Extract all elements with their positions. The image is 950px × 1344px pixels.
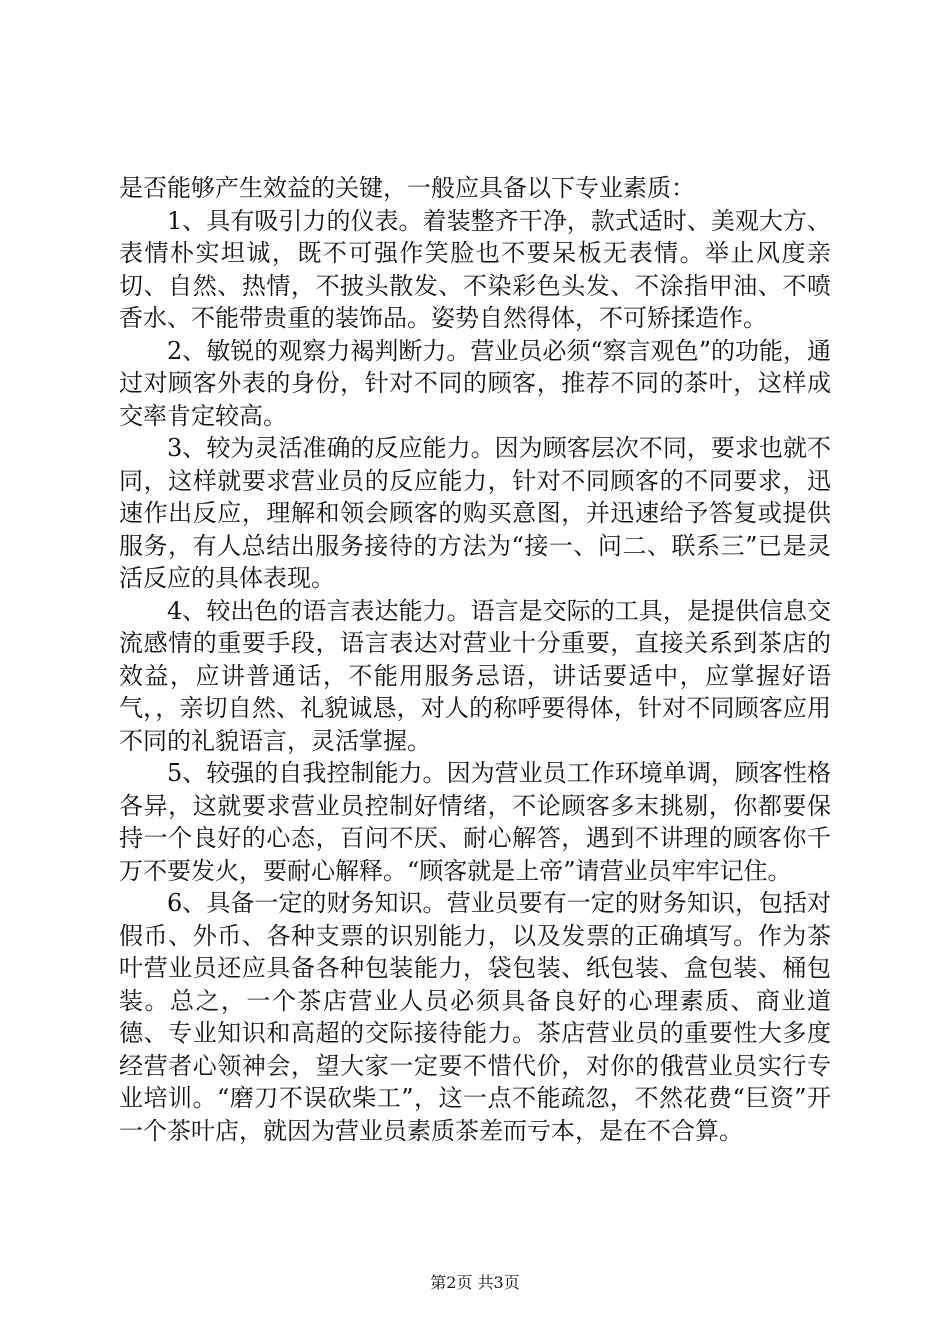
paragraph-intro: 是否能够产生效益的关键，一般应具备以下专业素质：	[119, 174, 695, 202]
paragraph-language: 4、较出色的语言表达能力。语言是交际的工具，是提供信息交流感情的重要手段，语言表达对营业十分重要，直接关系到茶店的效益，应讲普通话，不能用服务忌语，讲话要适中，应掌握好语气，，亲切自然、礼貌诚恳，对人的称呼要得体，针对不同顾客应用不同的礼貌语言，灵活掌握。	[119, 596, 831, 755]
page-number: 第2页 共3页	[430, 1273, 520, 1292]
paragraph-finance: 6、具备一定的财务知识。营业员要有一定的财务知识，包括对假币、外币、各种支票的识别能力，以及发票的正确填写。作为茶叶营业员还应具备各种包装能力，袋包装、纸包装、盒包装、桶包装。总之，一个茶店营业人员必须具备良好的心理素质、商业道德、专业知识和高超的交际接待能力。茶店营业员的重要性大多度经营者心领神会，望大家一定要不惜代价，对你的俄营业员实行专业培训。“磨刀不误砍柴工”，这一点不能疏忽，不然花费“巨资”开一个茶叶店，就因为营业员素质茶差而亏本，是在不合算。	[119, 889, 831, 1145]
paragraph-reaction: 3、较为灵活准确的反应能力。因为顾客层次不同，要求也就不同，这样就要求营业员的反应能力，针对不同顾客的不同要求，迅速作出反应，理解和领会顾客的购买意图，并迅速给予答复或提供服务，有人总结出服务接待的方法为“接一、问二、联系三”已是灵活反应的具体表现。	[119, 434, 831, 592]
paragraph-observation: 2、敏锐的观察力褐判断力。营业员必须“察言观色”的功能，通过对顾客外表的身份，针对不同的顾客，推荐不同的茶叶，这样成交率肯定较高。	[119, 336, 831, 430]
paragraph-self-control: 5、较强的自我控制能力。因为营业员工作环境单调，顾客性格各异，这就要求营业员控制好情绪，不论顾客多末挑剔，你都要保持一个良好的心态，百问不厌、耐心解答，遇到不讲理的顾客你千万不要发火，要耐心解释。“顾客就是上帝”请营业员牢牢记住。	[119, 759, 831, 885]
paragraph-appearance: 1、具有吸引力的仪表。着装整齐干净，款式适时、美观大方、表情朴实坦诚，既不可强作笑脸也不要呆板无表情。举止风度亲切、自然、热情，不披头散发、不染彩色头发、不涂指甲油、不喷香水、不能带贵重的装饰品。姿势自然得体，不可矫揉造作。	[119, 206, 831, 332]
document-body	[119, 172, 831, 1147]
